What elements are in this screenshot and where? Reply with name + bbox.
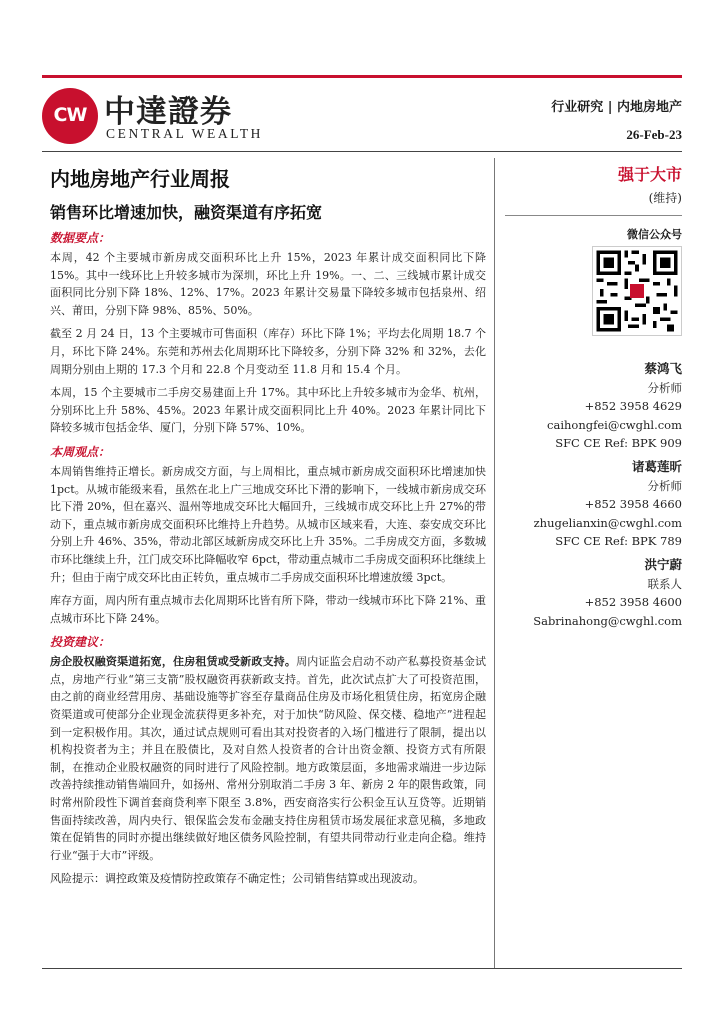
report-subtitle: 销售环比增速加快，融资渠道有序拓宽 (50, 203, 323, 222)
analyst-email[interactable]: caihongfei@cwghl.com (547, 417, 682, 432)
advice-body: 周内证监会启动不动产私募投资基金试点，房地产行业“第三支箭”股权融资再获新政支持。首先，此次试点扩大了可投资范围，由之前的商业经营用房、基础设施等扩容至存量商品住房及市场化租赁住房，拓宽房企融资渠道或可使部分企业现金流获得更多补充，对于加快“防风险、保交楼、稳地产”进程起到一定积极作用。其次，通过试点规则可看出其对投资者的入场门槛进行了限制，提出以机构投资者为主；并且在股债比，及对自然人投资者的合计出资金额、投资方式有所限制，在推动企业股权融资的同时进行了风险控制。地方政策层面，多地需求端进一步边际改善持续推动销售端回升，如扬州、常州分别取消二手房 3 年、新房 2 年的限售政策，同时常州阶段性下调首套商贷利率下限至 3.8%，西安商洛实行公积金互认互贷等。近期销售面持续改善，周内央行、银保监会发布金融支持住房租赁市场发展征求意见稿，多地政策在促销售的同时亦提出继续做好地区债务风险控制，有望共同带动行业走向企稳。维持行业“强于大市”评级。 (50, 655, 487, 862)
analyst-card-2 (492, 458, 682, 551)
wechat-label: 微信公众号 (627, 228, 682, 241)
data-points-heading: 数据要点： (50, 231, 111, 245)
views-paragraph-1: 本周销售维持正增长。新房成交方面，与上周相比，重点城市新房成交面积环比增速加快 1pct。从城市能级来看，虽然在北上广三地成交环比下滑的影响下，一线城市新房成交环比下滑 20%，但在嘉兴、温州等地成交环比大幅回升，三线城市成交环比上升 27%的带动下，重点城市新房成交面积环比维持上升趋势。从城市区域来看，大连、泰安成交环比分别上升 46%、35%，带动北部区域新房成交环比上升 35%。二手房成交方面，多数城市环比继续上升，江门成交环比降幅收窄 6pct，带动重点城市二手房成交面积环比继续上升；但由于南宁成交环比由正转负，重点城市二手房成交面积环比增速放缓 3pct。 (50, 464, 486, 584)
analyst-email[interactable]: zhugelianxin@cwghl.com (533, 515, 682, 530)
header-rule (42, 151, 682, 152)
header-top-rule (42, 75, 682, 78)
analyst-sfc: SFC CE Ref: BPK 789 (555, 534, 682, 548)
analyst-name: 洪宁蔚 (644, 557, 682, 572)
footer-rule (42, 968, 682, 969)
main-column (50, 229, 486, 888)
views-paragraph-2: 库存方面，周内所有重点城市去化周期环比皆有所下降，带动一线城市环比下降 21%、重点城市环比下降 24%。 (50, 594, 486, 625)
rating-status: (维持) (648, 191, 682, 205)
risk-warning: 风险提示：调控政策及疫情防控政策存不确定性；公司销售结算或出现波动。 (50, 872, 424, 886)
analyst-card-3 (492, 556, 682, 630)
qr-code-graphic (593, 247, 681, 335)
views-heading: 本周观点： (50, 444, 111, 459)
company-logo (42, 88, 98, 144)
logo-mark-text: CW (53, 104, 87, 126)
report-date: 26-Feb-23 (626, 127, 682, 142)
advice-paragraph (50, 653, 486, 864)
wechat-qr-code[interactable] (592, 246, 682, 336)
analyst-role: 分析师 (647, 478, 682, 493)
analyst-role: 联系人 (647, 576, 682, 591)
analyst-name: 蔡鸿飞 (644, 361, 682, 376)
analyst-email[interactable]: Sabrinahong@cwghl.com (533, 613, 682, 628)
analyst-phone: +852 3958 4629 (584, 399, 682, 413)
analyst-name: 诸葛莲昕 (631, 459, 682, 474)
analyst-role: 分析师 (647, 380, 682, 395)
data-paragraph-2: 截至 2 月 24 日，13 个主要城市可售面积（库存）环比下降 1%；平均去化周期 18.7 个月，环比下降 24%。东莞和苏州去化周期环比下降较多，分别下降 32% 和 32%，去化周期分别由上期的 17.3 个月和 22.8 个月变动至 11.8 月和 15.4 个月。 (50, 327, 486, 376)
advice-lead: 房企股权融资渠道拓宽，住房租赁或受新政支持。 (50, 655, 297, 669)
analyst-card-1 (492, 360, 682, 453)
right-rule (505, 215, 682, 216)
report-category: 行业研究 | 内地房地产 (551, 100, 682, 115)
company-name-cn: 中達證券 (104, 94, 232, 130)
analyst-phone: +852 3958 4660 (584, 497, 682, 511)
analyst-sfc: SFC CE Ref: BPK 909 (555, 436, 682, 450)
analyst-phone: +852 3958 4600 (584, 595, 682, 609)
sector-rating: 强于大市 (617, 165, 682, 184)
advice-heading: 投资建议： (50, 635, 111, 650)
company-name-en: CENTRAL WEALTH (106, 126, 264, 141)
data-paragraph-1: 本周，42 个主要城市新房成交面积环比上升 15%，2023 年累计成交面积同比下降 15%。其中一线环比上升较多城市为深圳，环比上升 19%。一、二、三线城市累计成交面积同比分别下降 18%、12%、17%。2023 年累计交易量下降较多城市包括泉州、绍兴、莆田，分别下降 98%、85%、50%。 (50, 251, 486, 317)
report-title: 内地房地产行业周报 (50, 167, 230, 191)
data-paragraph-3: 本周，15 个主要城市二手房交易建面上升 17%。其中环比上升较多城市为金华、杭州，分别环比上升 58%、45%。2023 年累计成交面积同比上升 40%。2023 年累计同比下降较多城市包括金华、厦门，分别下降 57%、10%。 (50, 386, 486, 435)
